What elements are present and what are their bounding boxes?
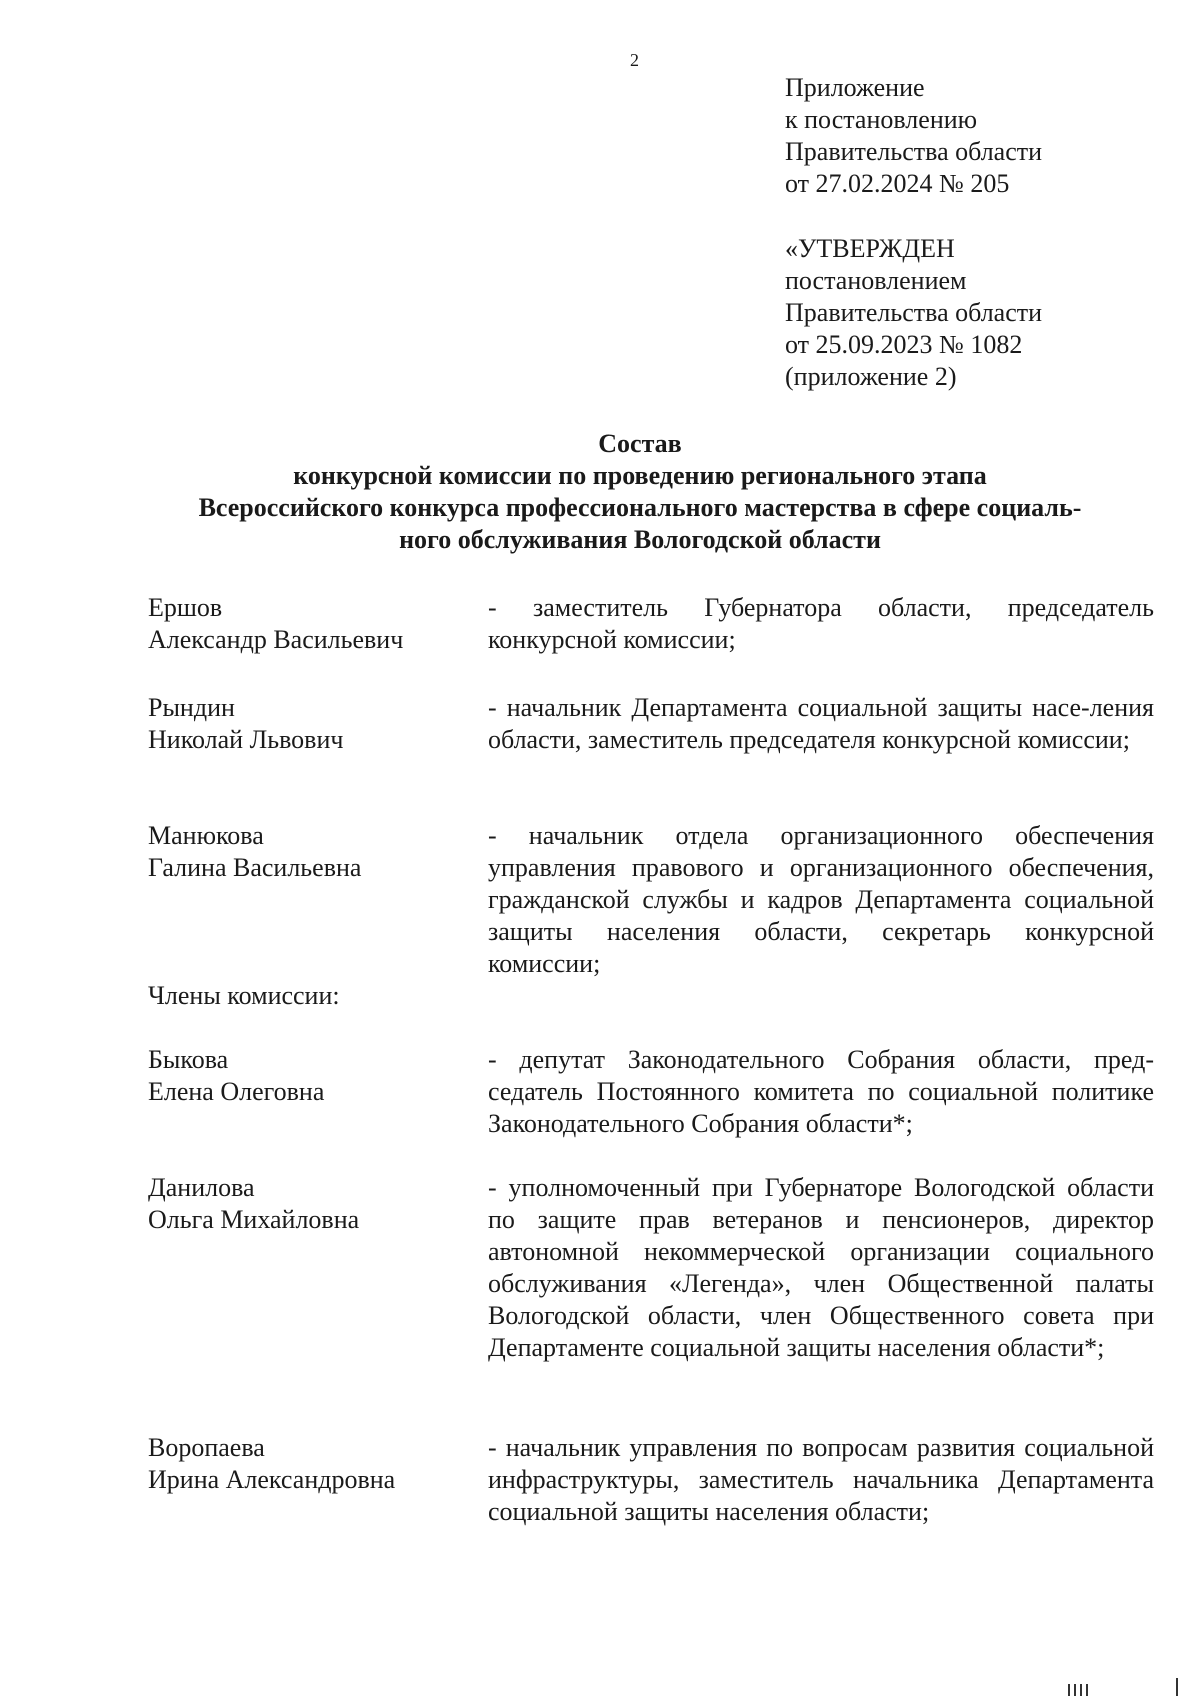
page-number: 2 bbox=[630, 50, 639, 70]
appendix-line: Приложение bbox=[785, 73, 925, 102]
member-role: - начальник управления по вопросам развития социальной инфраструктуры, заместитель начальника Департамента социальной защиты населения области; bbox=[488, 1433, 1154, 1526]
member-surname: Рындин bbox=[148, 693, 235, 722]
member-role: - начальник отдела организационного обеспечения управления правового и организационного обеспечения, гражданской службы и кадров Департамента социальной защиты населения области, секретарь конкурсной комиссии; bbox=[488, 821, 1154, 978]
member-surname: Ершов bbox=[148, 593, 223, 622]
member-name bbox=[148, 1044, 468, 1108]
document-title bbox=[110, 428, 1170, 556]
member-surname: Данилова bbox=[148, 1173, 255, 1202]
approval-line: от 25.09.2023 № 1082 bbox=[785, 330, 1023, 359]
approval-line: «УТВЕРЖДЕН bbox=[785, 234, 955, 263]
members-section-label: Члены комиссии: bbox=[148, 981, 340, 1010]
appendix-line: Правительства области bbox=[785, 137, 1043, 166]
member-given-name: Галина Васильевна bbox=[148, 853, 362, 882]
title-line: ного обслуживания Вологодской области bbox=[399, 525, 881, 554]
approval-block bbox=[785, 233, 1042, 393]
member-name bbox=[148, 592, 468, 656]
member-role: - заместитель Губернатора области, председатель конкурсной комиссии; bbox=[488, 593, 1154, 654]
member-given-name: Николай Львович bbox=[148, 725, 344, 754]
member-role: - уполномоченный при Губернаторе Вологодской области по защите прав ветеранов и пенсионеров, директор автономной некоммерческой организации социального обслуживания «Легенда», член Общественной палаты Вологодской области, член Общественного совета при Департаменте социальной защиты населения области*; bbox=[488, 1173, 1154, 1362]
title-line: конкурсной комиссии по проведению регионального этапа bbox=[293, 461, 987, 490]
member-surname: Быкова bbox=[148, 1045, 229, 1074]
member-given-name: Александр Васильевич bbox=[148, 625, 404, 654]
member-given-name: Ирина Александровна bbox=[148, 1465, 396, 1494]
member-name bbox=[148, 820, 468, 884]
appendix-block bbox=[785, 72, 1042, 200]
approval-line: Правительства области bbox=[785, 298, 1043, 327]
member-surname: Манюкова bbox=[148, 821, 264, 850]
member-name bbox=[148, 692, 468, 756]
member-name bbox=[148, 1432, 468, 1496]
approval-line: (приложение 2) bbox=[785, 362, 957, 391]
scan-artifact-marks bbox=[1060, 1676, 1190, 1696]
member-given-name: Ольга Михайловна bbox=[148, 1205, 360, 1234]
appendix-line: к постановлению bbox=[785, 105, 978, 134]
member-surname: Воропаева bbox=[148, 1433, 265, 1462]
member-name bbox=[148, 1172, 468, 1236]
member-role: - начальник Департамента социальной защиты насе-ления области, заместитель председателя конкурсной комиссии; bbox=[488, 693, 1154, 754]
member-given-name: Елена Олеговна bbox=[148, 1077, 325, 1106]
member-role: - депутат Законодательного Собрания области, председатель Постоянного комитета по социальной политике Законодательного Собрания области*; bbox=[488, 1045, 1154, 1138]
title-line: Состав bbox=[598, 429, 682, 458]
appendix-line: от 27.02.2024 № 205 bbox=[785, 169, 1010, 198]
title-line: Всероссийского конкурса профессионального мастерства в сфере социаль- bbox=[198, 493, 1082, 522]
approval-line: постановлением bbox=[785, 266, 967, 295]
